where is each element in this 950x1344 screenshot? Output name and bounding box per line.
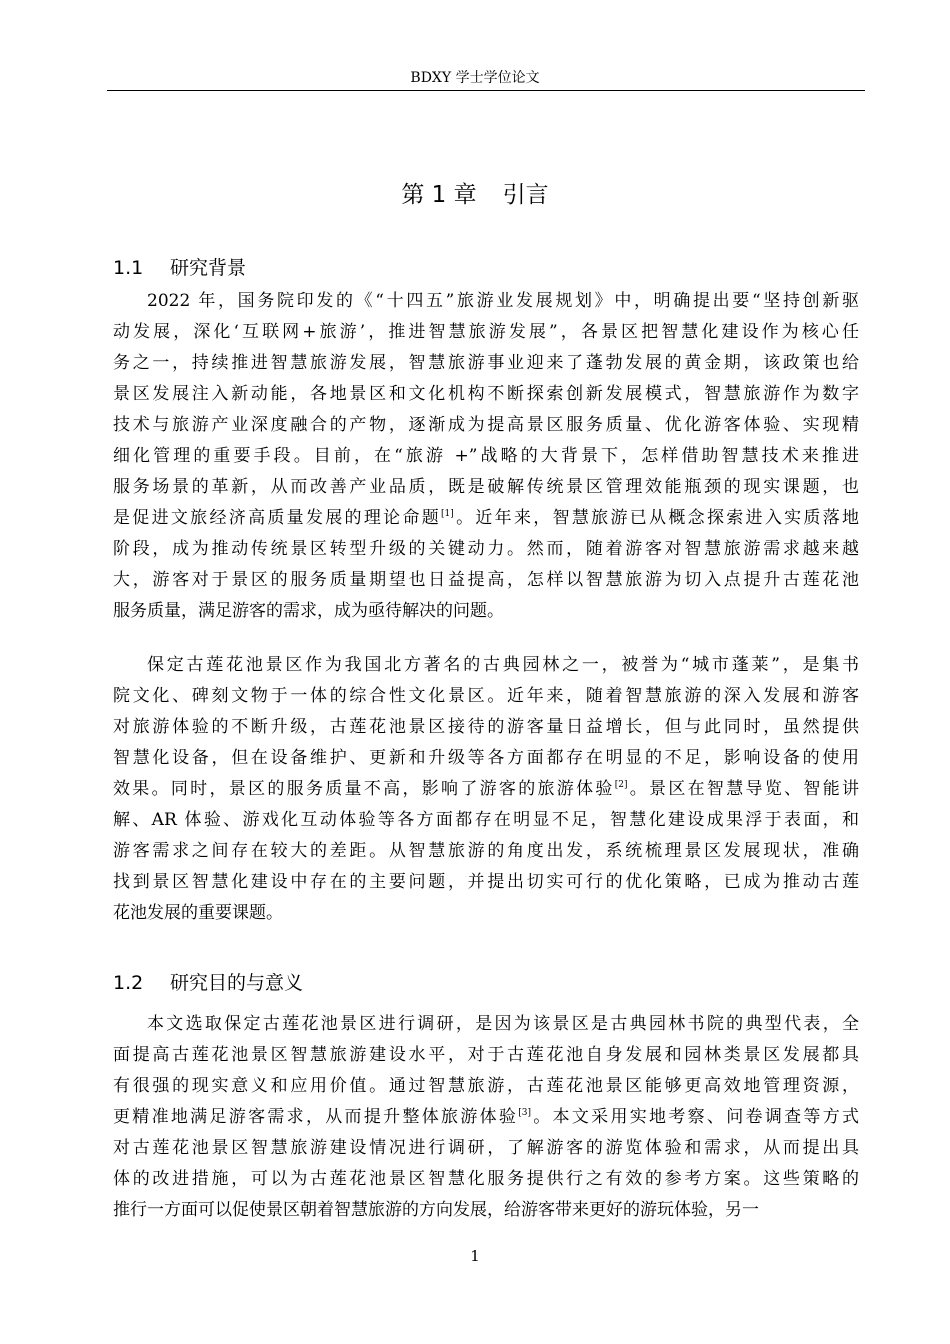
line-text: 是促进文旅经济高质量发展的理论命题: [113, 508, 442, 528]
paragraph-line: 保定古莲花池景区作为我国北方著名的古典园林之一，被誉为“城市蓬莱”，是集书: [147, 655, 859, 675]
paragraph-line: 服务场景的革新，从而改善产业品质，既是破解传统景区管理效能瓶颈的现实课题，也: [113, 477, 859, 497]
line-text: 。景区在智慧导览、智能讲: [627, 779, 860, 799]
citation-reference: [2]: [614, 780, 628, 790]
paragraph-line: 阶段，成为推动传统景区转型升级的关键动力。然而，随着游客对智慧旅游需求越来越: [113, 539, 859, 559]
paragraph-line: 本文选取保定古莲花池景区进行调研，是因为该景区是古典园林书院的典型代表，全: [147, 1014, 859, 1034]
running-header: BDXY 学士学位论文: [410, 70, 540, 86]
line-text: 效果。同时，景区的服务质量不高，影响了游客的旅游体验: [113, 779, 615, 799]
paragraph-line: 解、AR 体验、游戏化互动体验等各方面都存在明显不足，智慧化建设成果浮于表面，和: [113, 810, 859, 830]
section-number: 1.1: [113, 257, 144, 279]
paragraph-line: 务之一，持续推进智慧旅游发展，智慧旅游事业迎来了蓬勃发展的黄金期，该政策也给: [113, 353, 859, 373]
header-rule: [107, 90, 865, 91]
paragraph-line: 对古莲花池景区智慧旅游建设情况进行调研，了解游客的游览体验和需求，从而提出具: [113, 1138, 859, 1158]
paragraph-line: 院文化、碑刻文物于一体的综合性文化景区。近年来，随着智慧旅游的深入发展和游客: [113, 686, 859, 706]
section-title: 研究背景: [170, 257, 247, 279]
paragraph-line: 推行一方面可以促使景区朝着智慧旅游的方向发展，给游客带来更好的游玩体验，另一: [113, 1200, 759, 1220]
paragraph-line: 细化管理的重要手段。目前，在“旅游 +”战略的大背景下，怎样借助智慧技术来推进: [113, 446, 859, 466]
section-heading: [113, 254, 246, 282]
paragraph-line: 智慧化设备，但在设备维护、更新和升级等各方面都存在明显的不足，影响设备的使用: [113, 748, 859, 768]
line-text: 。近年来，智慧旅游已从概念探索进入实质落地: [453, 508, 860, 528]
section-number: 1.2: [113, 972, 144, 994]
line-text: 。本文采用实地考察、问卷调查等方式: [530, 1107, 860, 1127]
paragraph-line: [113, 1103, 859, 1131]
paragraph-line: 花池发展的重要课题。: [113, 903, 283, 923]
paragraph-line: 服务质量，满足游客的需求，成为亟待解决的问题。: [113, 601, 504, 621]
paragraph-line: [113, 504, 859, 532]
paragraph-line: [113, 775, 859, 803]
paragraph-line: 景区发展注入新动能，各地景区和文化机构不断探索创新发展模式，智慧旅游作为数字: [113, 384, 859, 404]
citation-reference: [1]: [441, 509, 454, 519]
paragraph-line: 2022 年，国务院印发的《“十四五”旅游业发展规划》中，明确提出要“坚持创新驱: [147, 291, 859, 311]
section-heading: [113, 969, 303, 997]
page-number: 1: [470, 1247, 480, 1265]
paragraph-line: 技术与旅游产业深度融合的产物，逐渐成为提高景区服务质量、优化游客体验、实现精: [113, 415, 859, 435]
citation-reference: [3]: [518, 1108, 531, 1118]
line-text: 更精准地满足游客需求，从而提升整体旅游体验: [113, 1107, 519, 1127]
chapter-title: [0, 178, 950, 212]
paragraph-line: 体的改进措施，可以为古莲花池景区智慧化服务提供行之有效的参考方案。这些策略的: [113, 1169, 859, 1189]
paragraph-line: 找到景区智慧化建设中存在的主要问题，并提出切实可行的优化策略，已成为推动古莲: [113, 872, 859, 892]
section-title: 研究目的与意义: [170, 972, 304, 994]
paragraph-line: 有很强的现实意义和应用价值。通过智慧旅游，古莲花池景区能够更高效地管理资源，: [113, 1076, 859, 1096]
chapter-name: 引言: [502, 182, 549, 208]
chapter-number: 第 1 章: [401, 182, 477, 208]
paragraph-line: 大，游客对于景区的服务质量期望也日益提高，怎样以智慧旅游为切入点提升古莲花池: [113, 570, 859, 590]
paragraph-line: 面提高古莲花池景区智慧旅游建设水平，对于古莲花池自身发展和园林类景区发展都具: [113, 1045, 859, 1065]
paragraph-line: 对旅游体验的不断升级，古莲花池景区接待的游客量日益增长，但与此同时，虽然提供: [113, 717, 859, 737]
paragraph-line: 游客需求之间存在较大的差距。从智慧旅游的角度出发，系统梳理景区发展现状，准确: [113, 841, 859, 861]
paragraph-line: 动发展，深化‘互联网+旅游’，推进智慧旅游发展”，各景区把智慧化建设作为核心任: [113, 322, 859, 342]
